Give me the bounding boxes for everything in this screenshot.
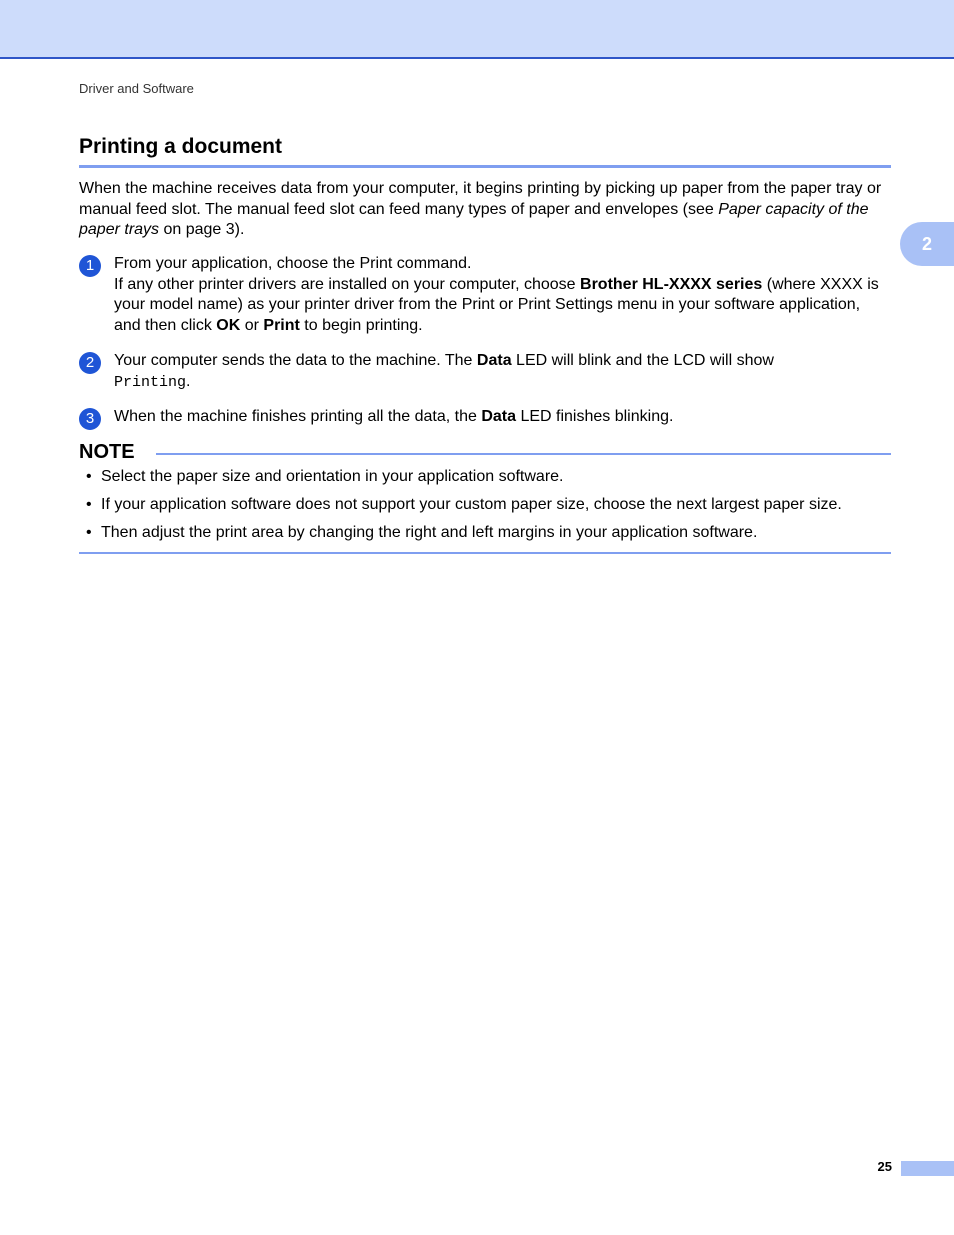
step-3-number-icon: 3 [79, 408, 101, 430]
note-list [79, 466, 909, 550]
page-footer-tab [901, 1161, 954, 1176]
step-2-text-part: Your computer sends the data to the machine. The [114, 352, 477, 369]
page-header-band [0, 0, 954, 59]
intro-text: When the machine receives data from your computer, it begins printing by picking up paper from the paper tray or manual feed slot. The manual feed slot can feed many types of paper and envelopes (see [79, 180, 882, 218]
step-3-led-name: Data [481, 408, 517, 425]
note-item-text: Select the paper size and orientation in your application software. [101, 468, 564, 485]
step-2-text-part: . [186, 372, 191, 390]
note-item [79, 466, 909, 494]
step-1-text [114, 254, 891, 336]
intro-xref: Paper capacity of the paper trays [79, 200, 869, 238]
step-3-text-part: When the machine finishes printing all the data, the [114, 408, 482, 425]
step-3-text [114, 407, 891, 428]
step-1-text-part: (where XXXX is your model name) as your printer driver from the Print or Print Settings menu in your software application, and then click [114, 275, 879, 334]
step-1-text-part: to begin printing. [299, 316, 423, 334]
step-2-number-icon: 2 [79, 352, 101, 374]
step-1-print-label: Print [263, 316, 300, 334]
step-1-text-part: or [240, 316, 264, 334]
note-rule-bottom [79, 552, 891, 554]
page-number: 25 [877, 1159, 892, 1174]
running-header: Driver and Software [79, 81, 194, 96]
intro-paragraph [79, 179, 891, 241]
step-1-line1: From your application, choose the Print command. [114, 255, 472, 272]
section-title: Printing a document [79, 135, 283, 158]
step-1-text-part: If any other printer drivers are installed on your computer, choose [114, 275, 581, 293]
step-3-text-part: LED finishes blinking. [516, 408, 674, 425]
step-2-led-name: Data [476, 352, 512, 369]
note-item [79, 494, 909, 522]
step-1-detail [114, 275, 891, 337]
step-1 [79, 254, 891, 336]
step-1-ok-label: OK [216, 316, 241, 334]
chapter-tab: 2 [900, 222, 954, 266]
note-rule-top [156, 453, 891, 455]
title-rule [79, 165, 891, 168]
step-2-text-part: LED will blink and the LCD will show [511, 352, 774, 369]
intro-text-end: on page 3). [159, 221, 245, 238]
bullet-icon: • [86, 468, 92, 485]
step-1-driver-name: Brother HL-XXXX series [580, 275, 763, 293]
step-1-number-icon: 1 [79, 255, 101, 277]
note-label: NOTE [79, 441, 135, 463]
step-2-lcd-message: Printing [114, 373, 187, 391]
bullet-icon: • [86, 524, 92, 541]
step-3 [79, 407, 891, 428]
note-item-text: Then adjust the print area by changing the right and left margins in your application software. [101, 524, 758, 541]
step-2 [79, 351, 891, 393]
note-item-text: If your application software does not support your custom paper size, choose the next largest paper size. [101, 496, 842, 513]
step-2-text [114, 351, 891, 393]
bullet-icon: • [86, 496, 92, 513]
note-item [79, 522, 909, 550]
